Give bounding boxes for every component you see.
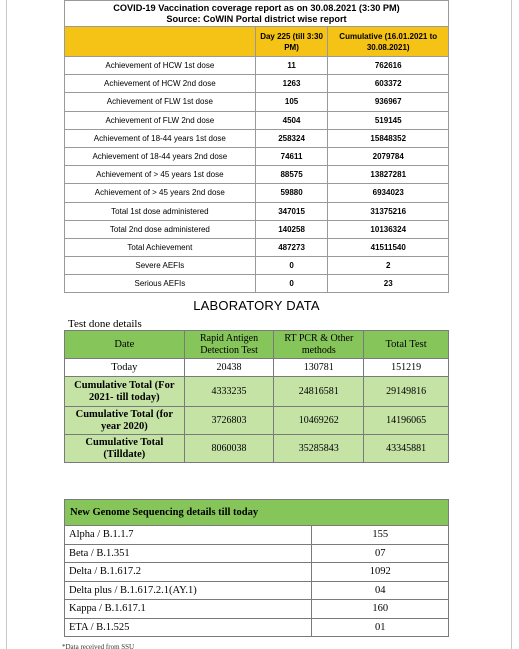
lab-cumulative-2020-rtpcr: 10469262	[274, 407, 364, 435]
table-row	[65, 275, 449, 293]
row-label: Severe AEFIs	[65, 257, 256, 275]
row-cumulative-value: 31375216	[328, 202, 449, 220]
genome-variant: Delta / B.1.617.2	[65, 563, 312, 582]
row-day-value: 140258	[255, 220, 328, 238]
row-day-value: 74611	[255, 147, 328, 165]
lab-header-rapid: Rapid Antigen Detection Test	[184, 331, 274, 359]
row-day-value: 11	[255, 57, 328, 75]
lab-cumulative-all-rapid: 8060038	[184, 435, 274, 463]
vaccination-header-blank	[65, 27, 256, 57]
row-cumulative-value: 15848352	[328, 129, 449, 147]
row-cumulative-value: 603372	[328, 75, 449, 93]
lab-cumulative-all-label: Cumulative Total (Tilldate)	[65, 435, 185, 463]
row-day-value: 1263	[255, 75, 328, 93]
lab-cumulative-2021-rtpcr: 24816581	[274, 377, 364, 407]
table-row	[65, 147, 449, 165]
vaccination-header-cumulative: Cumulative (16.01.2021 to 30.08.2021)	[328, 27, 449, 57]
row-day-value: 487273	[255, 238, 328, 256]
row-label: Total 1st dose administered	[65, 202, 256, 220]
table-row	[65, 618, 449, 637]
vaccination-title	[65, 1, 449, 27]
lab-cumulative-2020-rapid: 3726803	[184, 407, 274, 435]
row-label: Achievement of FLW 2nd dose	[65, 111, 256, 129]
row-day-value: 105	[255, 93, 328, 111]
row-cumulative-value: 519145	[328, 111, 449, 129]
genome-variant: Beta / B.1.351	[65, 544, 312, 563]
table-row	[65, 581, 449, 600]
vaccination-table	[64, 0, 449, 293]
table-row	[65, 129, 449, 147]
lab-row-cumulative-2020	[65, 407, 449, 435]
row-cumulative-value: 41511540	[328, 238, 449, 256]
table-row	[65, 544, 449, 563]
lab-table	[64, 330, 449, 463]
lab-today-rapid: 20438	[184, 359, 274, 377]
lab-today-rtpcr: 130781	[274, 359, 364, 377]
lab-cumulative-2021-label: Cumulative Total (For 2021- till today)	[65, 377, 185, 407]
lab-section-title: LABORATORY DATA	[193, 298, 320, 313]
lab-cumulative-2021-rapid: 4333235	[184, 377, 274, 407]
genome-variant: Kappa / B.1.617.1	[65, 600, 312, 619]
row-day-value: 0	[255, 257, 328, 275]
row-cumulative-value: 13827281	[328, 166, 449, 184]
vaccination-header-row	[65, 27, 449, 57]
table-row	[65, 202, 449, 220]
lab-subtitle: Test done details	[68, 318, 142, 330]
lab-row-cumulative-all	[65, 435, 449, 463]
row-label: Achievement of HCW 2nd dose	[65, 75, 256, 93]
genome-count: 1092	[312, 563, 449, 582]
lab-row-today	[65, 359, 449, 377]
table-row	[65, 166, 449, 184]
lab-header-rtpcr: RT PCR & Other methods	[274, 331, 364, 359]
lab-today-label: Today	[65, 359, 185, 377]
lab-header-date: Date	[65, 331, 185, 359]
genome-count: 07	[312, 544, 449, 563]
row-day-value: 347015	[255, 202, 328, 220]
table-row	[65, 111, 449, 129]
row-cumulative-value: 2	[328, 257, 449, 275]
genome-variant: ETA / B.1.525	[65, 618, 312, 637]
genome-table	[64, 499, 449, 637]
table-row	[65, 93, 449, 111]
genome-variant: Delta plus / B.1.617.2.1(AY.1)	[65, 581, 312, 600]
vaccination-title-line2: Source: CoWIN Portal district wise report	[166, 13, 347, 24]
lab-header-row	[65, 331, 449, 359]
row-label: Achievement of HCW 1st dose	[65, 57, 256, 75]
row-day-value: 59880	[255, 184, 328, 202]
row-label: Achievement of > 45 years 2nd dose	[65, 184, 256, 202]
row-label: Total Achievement	[65, 238, 256, 256]
table-row	[65, 526, 449, 545]
genome-variant: Alpha / B.1.1.7	[65, 526, 312, 545]
table-row	[65, 220, 449, 238]
genome-header-row	[65, 500, 449, 526]
row-label: Achievement of 18-44 years 1st dose	[65, 129, 256, 147]
row-cumulative-value: 936967	[328, 93, 449, 111]
table-row	[65, 57, 449, 75]
row-label: Serious AEFIs	[65, 275, 256, 293]
row-cumulative-value: 2079784	[328, 147, 449, 165]
row-cumulative-value: 23	[328, 275, 449, 293]
genome-footnote: *Data received from SSU	[62, 643, 135, 649]
row-label: Achievement of FLW 1st dose	[65, 93, 256, 111]
page-edge-left	[6, 0, 7, 649]
table-row	[65, 184, 449, 202]
genome-count: 160	[312, 600, 449, 619]
row-label: Total 2nd dose administered	[65, 220, 256, 238]
row-cumulative-value: 6934023	[328, 184, 449, 202]
row-label: Achievement of 18-44 years 2nd dose	[65, 147, 256, 165]
lab-cumulative-2021-total: 29149816	[364, 377, 449, 407]
lab-header-total: Total Test	[364, 331, 449, 359]
lab-today-total: 151219	[364, 359, 449, 377]
table-row	[65, 563, 449, 582]
lab-cumulative-2020-label: Cumulative Total (for year 2020)	[65, 407, 185, 435]
lab-row-cumulative-2021	[65, 377, 449, 407]
table-row	[65, 238, 449, 256]
table-row	[65, 75, 449, 93]
table-row	[65, 600, 449, 619]
table-row	[65, 257, 449, 275]
vaccination-title-row	[65, 1, 449, 27]
genome-header: New Genome Sequencing details till today	[65, 500, 449, 526]
genome-count: 155	[312, 526, 449, 545]
row-day-value: 4504	[255, 111, 328, 129]
row-day-value: 258324	[255, 129, 328, 147]
lab-cumulative-all-rtpcr: 35285843	[274, 435, 364, 463]
row-label: Achievement of > 45 years 1st dose	[65, 166, 256, 184]
page-edge-right	[511, 0, 512, 649]
genome-count: 04	[312, 581, 449, 600]
genome-count: 01	[312, 618, 449, 637]
lab-cumulative-all-total: 43345881	[364, 435, 449, 463]
vaccination-header-day: Day 225 (till 3:30 PM)	[255, 27, 328, 57]
lab-cumulative-2020-total: 14196065	[364, 407, 449, 435]
row-cumulative-value: 10136324	[328, 220, 449, 238]
row-day-value: 0	[255, 275, 328, 293]
row-cumulative-value: 762616	[328, 57, 449, 75]
row-day-value: 88575	[255, 166, 328, 184]
vaccination-title-line1: COVID-19 Vaccination coverage report as on 30.08.2021 (3:30 PM)	[113, 2, 400, 13]
